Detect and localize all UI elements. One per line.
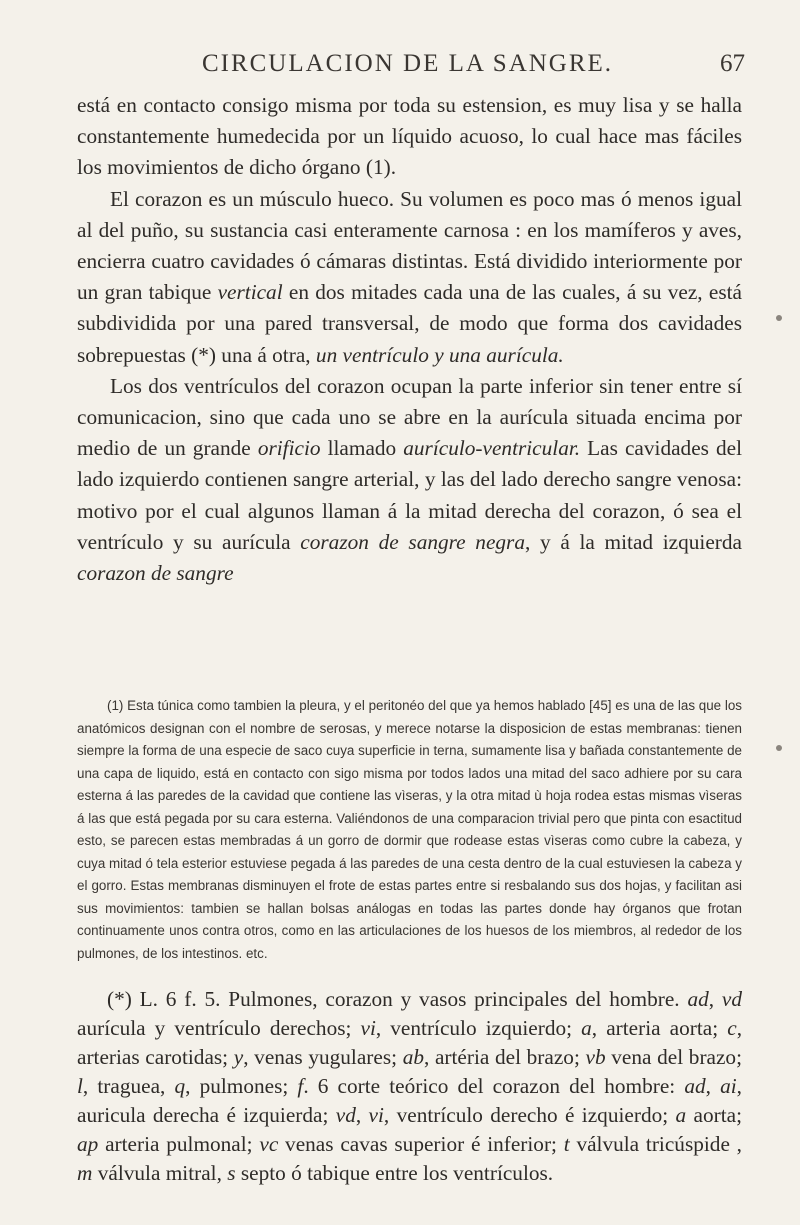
text-span: vena del brazo; [605,1045,743,1069]
text-span: , auricula derecha é izquierda; [77,1074,742,1127]
italic-term: c [727,1016,737,1040]
text-span: , arterias carotidas; [77,1016,743,1069]
italic-term: f [297,1074,304,1098]
header-title: CIRCULACION DE LA SANGRE. [201,50,614,77]
text-span: en dos mitades cada una de las cuales, á su vez, está subdividida por una pared transversal, de modo que forma dos cavidades sobrepuestas (*) una á otra, [77,280,742,367]
text-span: Las cavidades del lado izquierdo contienen sangre arterial, y las del lado derecho sangre venosa: motivo por el cual algunos llaman á la mitad derecha del corazon, ó sea el ventrículo y su aurícula [77,436,743,554]
text-span: , ventrículo izquierdo; [375,1016,582,1040]
italic-term: ai [720,1074,737,1098]
italic-term: vd [721,987,742,1011]
text-span: , arteria aorta; [591,1016,728,1040]
text-span: , y á la mitad izquierda [524,529,742,554]
text-span: , [708,987,722,1011]
text-span: válvula mitral, [92,1161,228,1185]
italic-term: un ventrículo y una aurícula. [315,342,564,367]
footnote: (1) Esta túnica como tambien la pleura, y el peritonéo del que ya hemos hablado [45] es una de las que los anatómicos designan con el nombre de serosas, y merece notarse la disposicion de estas membranas: tienen siempre la forma de una especie de saco cuya superficie in terna, sumamente lisa y bañada constantemente de una capa de liquido, está en contacto con sigo misma por todos lados una mitad del saco adhiere por su cara esterna á las paredes de la cavidad que contiene las vìseras, y la otra mitad ù hoja rodea estas mismas vìseras á las que está pegada por su cara esterna. Valiéndonos de una comparacion trivial pero que pinta con esactitud esto, se parecen estas membradas á un gorro de dormir que rodease estas vìseras como cubre la cabeza, y cuya mitad ó tela esterior estuviese pegada á las paredes de una cesta dentro de la cual estuviesen la cabeza y el gorro. Estas membranas disminuyen el frote de estas partes entre si resbalando sus dos hojas, y facilitan asi sus movimientos: tambien se hallan bolsas análogas en todas las partes donde hay órganos que frotan continuamente unos contra otros, como en las articulaciones de los huesos de los miembros, al rededor de los pulmones, de los intestinos. etc. [77,698,742,961]
italic-term: t [563,1132,570,1156]
text-span: Los dos ventrículos del corazon ocupan la parte inferior sin tener entre sí comunicacion, sino que cada uno se abre en la aurícula situada encima por medio de un grande [77,373,742,461]
text-span: , [705,1074,721,1098]
italic-term: vertical [217,280,283,305]
italic-term: vc [259,1132,279,1156]
italic-term: vd [335,1103,356,1127]
text-span: válvula tricúspide , [569,1132,742,1156]
binding-hole [776,315,782,321]
italic-term: s [227,1161,236,1185]
paragraph-2 [77,184,742,371]
text-span: , ventrículo derecho é izquierdo; [383,1103,676,1127]
text-span: aorta; [686,1103,742,1127]
text-span: , traguea, [82,1074,175,1098]
text-span: (*) L. 6 f. 5. Pulmones, corazon y vasos principales del hombre. [107,987,688,1011]
italic-term: ap [77,1132,99,1156]
italic-term: aurículo-ventricular. [403,436,581,461]
text-span: aurícula y ventrículo derechos; [77,1016,361,1040]
italic-term: corazon de sangre negra [300,529,525,554]
text-span: , venas yugulares; [243,1045,403,1069]
italic-term: m [77,1161,93,1185]
italic-term: corazon de sangre [77,561,234,586]
text-span: está en contacto consigo misma por toda su estension, es muy lisa y se halla constantemente humedecida por un líquido acuoso, lo cual hace mas fáciles los movimientos de dicho órgano (1). [77,93,742,180]
italic-term: ad [687,987,709,1011]
page-number: 67 [720,50,745,77]
text-span: , [355,1103,369,1127]
text-span: , pulmones; [185,1074,298,1098]
italic-term: vi [368,1103,384,1127]
italic-term: a [581,1016,592,1040]
text-span: arteria pulmonal; [98,1132,260,1156]
figure-caption [77,985,742,1188]
italic-term: ab [402,1045,424,1069]
italic-term: ad [684,1074,706,1098]
binding-hole [776,745,782,751]
italic-term: orificio [257,436,321,461]
paragraph-3 [77,371,742,589]
text-span: El corazon es un músculo hueco. Su volumen es poco mas ó menos igual al del puño, su sustancia casi enteramente carnosa : en los mamíferos y aves, encierra cuatro cavidades ó cámaras distintas. Está dividido interiormente por un gran tabique [77,186,742,305]
running-header [70,50,745,86]
italic-term: l [77,1074,83,1098]
text-span: venas cavas superior é inferior; [278,1132,564,1156]
text-span: , artéria del brazo; [423,1045,586,1069]
text-span: llamado [320,436,404,461]
paragraph-1 [77,90,742,184]
italic-term: vb [585,1045,606,1069]
text-span: septo ó tabique entre los ventrículos. [235,1161,554,1185]
italic-term: y [233,1045,244,1069]
text-span: . 6 corte teórico del corazon del hombre: [303,1074,685,1098]
italic-term: a [675,1103,687,1127]
italic-term: q [174,1074,186,1098]
italic-term: vi [360,1016,376,1040]
main-text [77,90,742,589]
